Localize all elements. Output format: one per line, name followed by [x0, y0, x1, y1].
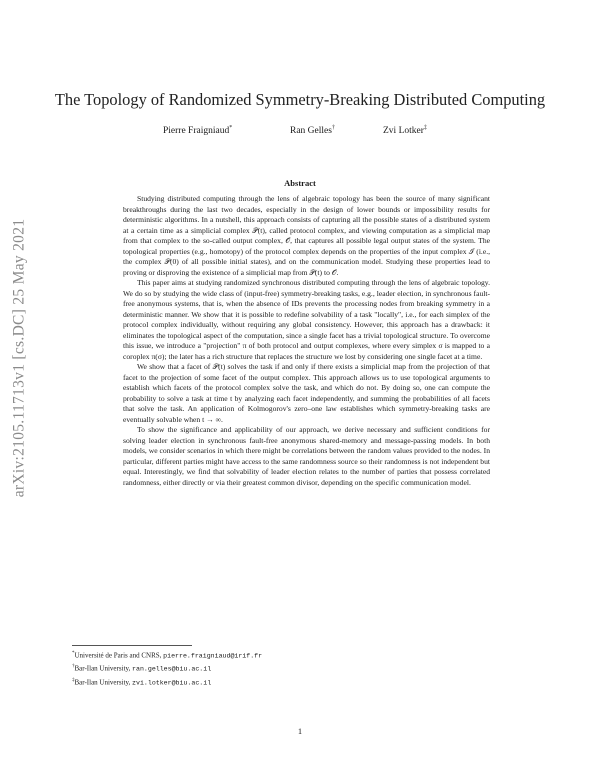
author-2 [290, 125, 335, 136]
author-list [0, 125, 600, 139]
author-3 [383, 125, 427, 136]
author-3-mark: ‡ [423, 125, 427, 131]
abstract-paragraph: Studying distributed computing through the lens of algebraic topology has been the source of many significant breakthroughs during the last two decades, especially in the design of lower bounds or impossibility results for deterministic algorithms. In a nutshell, this approach consists of capturing all the possible states of a distributed system at a certain time as a simplicial complex 𝒫(t), called protocol complex, and viewing computation as a simplicial map from that complex to the so-called output complex, 𝒪, that captures all possible legal output states of the system. The topological properties (e.g., homotopy) of the protocol complex depends on the properties of the input complex ℐ (i.e., the complex 𝒫(0) of all possible initial states), and on the communication model. Studying these properties lead to proving or disproving the existence of a simplicial map from 𝒫(t) to 𝒪. [123, 194, 490, 277]
footnote-3-mark: ‡ [72, 677, 75, 683]
footnote-1-affiliation: Université de Paris and CNRS, [74, 651, 164, 660]
footnote-1-mark: * [72, 651, 75, 656]
footnote-divider [72, 645, 192, 646]
author-3-name: Zvi Lotker [383, 126, 424, 137]
page-number: 1 [297, 726, 303, 736]
arxiv-identifier [8, 180, 30, 535]
author-2-name: Ran Gelles [290, 126, 332, 137]
footnote-2-email[interactable]: ran.gelles@biu.ac.il [132, 665, 212, 673]
author-1 [163, 125, 232, 136]
footnote-3-email[interactable]: zvi.lotker@biu.ac.il [132, 678, 212, 686]
paper-title: The Topology of Randomized Symmetry-Breaking Distributed Computing [54, 90, 546, 109]
footnote-3-affiliation: Bar-Ilan University, [74, 677, 133, 686]
arxiv-identifier-text: arXiv:2105.11713v1 [cs.DC] 25 May 2021 [10, 218, 28, 497]
author-1-mark: * [229, 125, 233, 131]
footnote-2-affiliation: Bar-Ilan University, [74, 664, 133, 673]
abstract-body [123, 194, 490, 488]
footnote-2 [72, 661, 492, 674]
footnote-3 [72, 675, 492, 688]
footnotes [72, 648, 492, 688]
abstract-paragraph: To show the significance and applicability of our approach, we derive necessary and sufficient conditions for solving leader election in synchronous fault-free anonymous shared-memory and message-passing models. In both models, we consider scenarios in which there might be correlations between the random values provided to the nodes. In particular, different parties might have access to the same randomness source so their randomness is not independent but equal. Interestingly, we find that solvability of leader election relates to the number of parties that possess correlated randomness, either directly or via their greatest common divisor, depending on the specific communication model. [123, 425, 490, 487]
footnote-1 [72, 648, 492, 661]
abstract-paragraph: This paper aims at studying randomized synchronous distributed computing through the lens of algebraic topology. We do so by studying the wide class of (input-free) symmetry-breaking tasks, e.g., leader election, in synchronous fault-free anonymous systems, that is, when the absence of IDs prevents the processing nodes from breaking symmetry in a deterministic manner. We show that it is possible to redefine solvability of a task "locally", i.e., for each simplex of the protocol complex individually, without requiring any global consistency. However, this approach has a drawback: it eliminates the topological aspect of the computation, since a single facet has a trivial topological structure. To overcome this issue, we introduce a "projection" π of both protocol and output complexes, where every simplex σ is mapped to a coroplex π(σ); the later has a rich structure that replaces the structure we lost by considering one single facet at a time. [123, 278, 490, 361]
footnote-2-mark: † [72, 664, 75, 670]
footnote-1-email[interactable]: pierre.fraigniaud@irif.fr [163, 652, 263, 660]
abstract-paragraph: We show that a facet of 𝒫(t) solves the task if and only if there exists a simplicial map from the projection of that facet to the projection of some facet of the output complex. This approach allows us to use topological arguments to establish which facets of the protocol complex solve the task, and which do not. By doing so, one can compute the probability to solve a task at time t by analyzing each facet independently, and summing the probabilities of all facets that solve the task. An application of Kolmogorov's zero–one law establishes which symmetry-breaking tasks are eventually solvable when t → ∞. [123, 362, 490, 424]
abstract-heading: Abstract [284, 178, 316, 188]
author-2-mark: † [331, 125, 335, 131]
author-1-name: Pierre Fraigniaud [163, 126, 230, 137]
